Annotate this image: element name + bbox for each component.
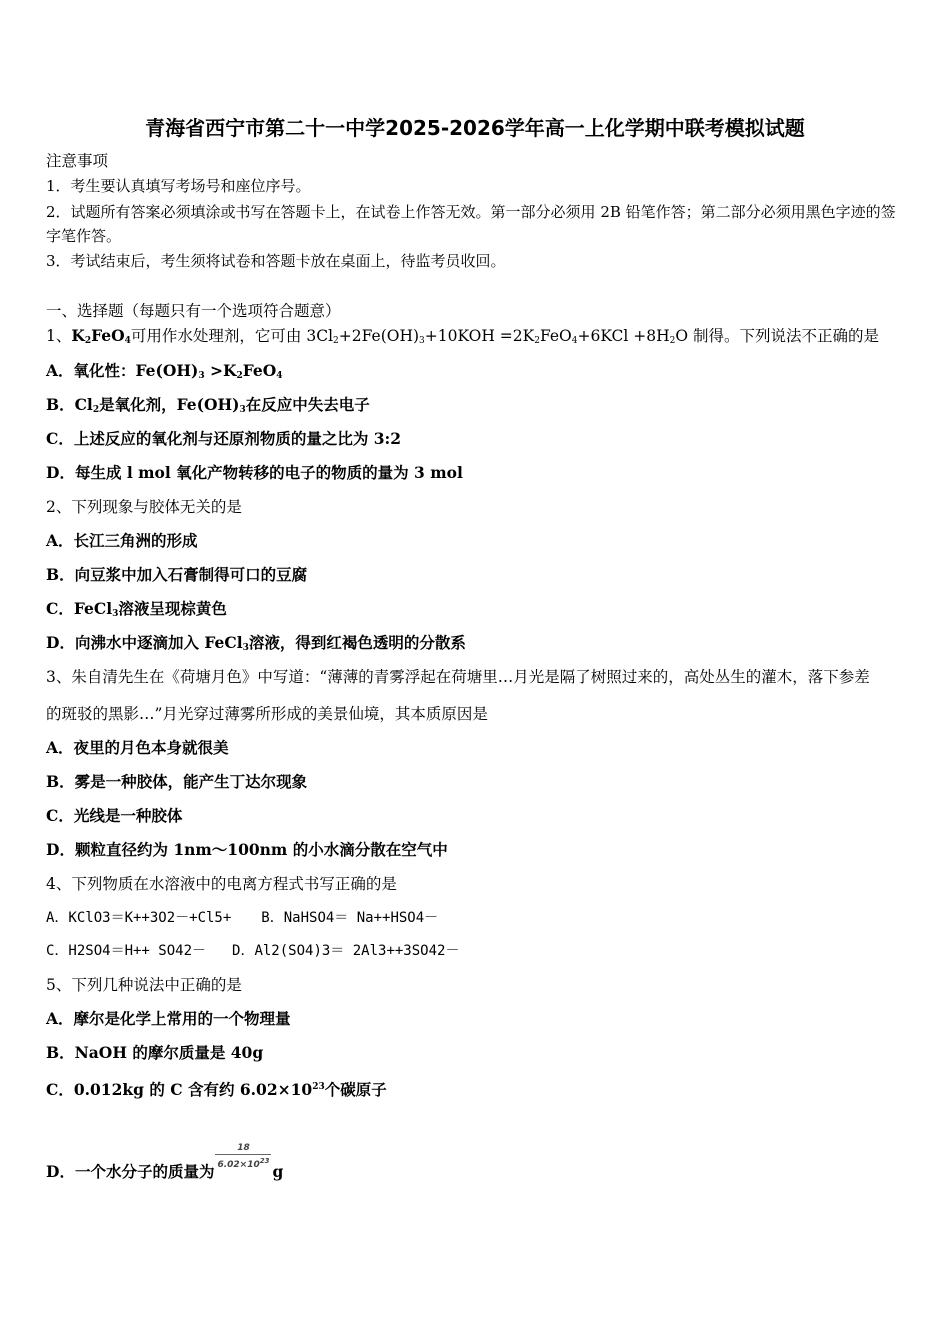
question-4-option-b: B．NaHSO4＝ Na++HSO4－ bbox=[261, 910, 439, 926]
question-4-option-a: A．KClO3＝K++3O2－+Cl5+ bbox=[46, 910, 232, 926]
notice-item-2: 2．试题所有答案必须填涂或书写在答题卡上，在试卷上作答无效。第一部分必须用 2B 铅笔作答；第二部分必须用黑色字迹的签字笔作答。 bbox=[46, 203, 896, 245]
question-1-stem: 1、$K_2FeO_4$可用作水处理剂，它可由 $3Cl_2+2Fe(OH)_3+10KOH =2K_2FeO_4+6KCl +8H_2O$ 制得。下列说法不正确的是 bbox=[46, 326, 879, 346]
question-4-options-ab bbox=[46, 907, 906, 929]
question-3-option-a: A．夜里的月色本身就很美 bbox=[46, 738, 229, 757]
question-number: 2、 bbox=[46, 498, 72, 516]
fraction: $\frac{18}{6.02\times 10^{23}}$ bbox=[217, 1143, 270, 1170]
question-4-stem: 4、下列物质在水溶液中的电离方程式书写正确的是 bbox=[46, 875, 397, 893]
question-number: 5、 bbox=[46, 976, 72, 994]
question-1-option-b: B．$Cl_2$是氧化剂，$Fe(OH)_3$在反应中失去电子 bbox=[46, 395, 370, 415]
question-2-option-b: B．向豆浆中加入石膏制得可口的豆腐 bbox=[46, 565, 308, 584]
question-1-option-a: A．氧化性：$Fe(OH)_3 >K_2FeO_4$ bbox=[46, 361, 283, 381]
question-3-option-c: C．光线是一种胶体 bbox=[46, 806, 183, 825]
notice-item-1: 1．考生要认真填写考场号和座位序号。 bbox=[46, 177, 311, 195]
question-4-option-c: C．H2SO4＝H++ SO42－ bbox=[46, 943, 207, 959]
question-2-option-d: D．向沸水中逐滴加入 FeCl$_3$溶液，得到红褐色透明的分散系 bbox=[46, 633, 466, 653]
question-3-option-d: D．颗粒直径约为 1nm～100nm 的小水滴分散在空气中 bbox=[46, 840, 448, 859]
question-3-option-b: B．雾是一种胶体，能产生丁达尔现象 bbox=[46, 772, 308, 791]
question-2-stem: 2、下列现象与胶体无关的是 bbox=[46, 498, 242, 516]
notice-heading: 注意事项 bbox=[46, 152, 109, 170]
question-3-stem-line-1: 3、朱自清先生在《荷塘月色》中写道：“薄薄的青雾浮起在荷塘里…月光是隔了树照过来的，高处丛生的灌木，落下参差 bbox=[46, 668, 870, 686]
question-number: 3、 bbox=[46, 668, 72, 686]
question-5-option-d: D．一个水分子的质量为 $\frac{18}{6.02\times 10^{23}}$ g bbox=[46, 1143, 284, 1181]
notice-item-3: 3．考试结束后，考生须将试卷和答题卡放在桌面上，待监考员收回。 bbox=[46, 252, 506, 270]
question-5-option-a: A．摩尔是化学上常用的一个物理量 bbox=[46, 1009, 291, 1028]
question-4-options-cd bbox=[46, 940, 906, 962]
question-2-option-c: C．FeCl$_3$溶液呈现棕黄色 bbox=[46, 599, 227, 619]
page-title: 青海省西宁市第二十一中学2025-2026学年高一上化学期中联考模拟试题 bbox=[145, 116, 805, 140]
question-4-option-d: D．Al2(SO4)3＝ 2Al3++3SO42－ bbox=[232, 943, 460, 959]
question-number: 1、 bbox=[46, 327, 72, 345]
question-3-stem-line-2: 的斑驳的黑影…”月光穿过薄雾所形成的美景仙境，其本质原因是 bbox=[46, 705, 488, 723]
question-1-option-c: C．上述反应的氧化剂与还原剂物质的量之比为 3:2 bbox=[46, 429, 402, 448]
question-1-option-d: D．每生成 l mol 氧化产物转移的电子的物质的量为 3 mol bbox=[46, 463, 463, 482]
section-heading: 一、选择题（每题只有一个选项符合题意） bbox=[46, 302, 341, 320]
question-5-option-c: C．0.012kg 的 C 含有约 $6.02\times 10^{23}$个碳原子 bbox=[46, 1080, 387, 1099]
question-5-option-b: B．NaOH 的摩尔质量是 40g bbox=[46, 1043, 264, 1062]
question-5-stem: 5、下列几种说法中正确的是 bbox=[46, 976, 242, 994]
question-2-option-a: A．长江三角洲的形成 bbox=[46, 531, 198, 550]
question-number: 4、 bbox=[46, 875, 72, 893]
